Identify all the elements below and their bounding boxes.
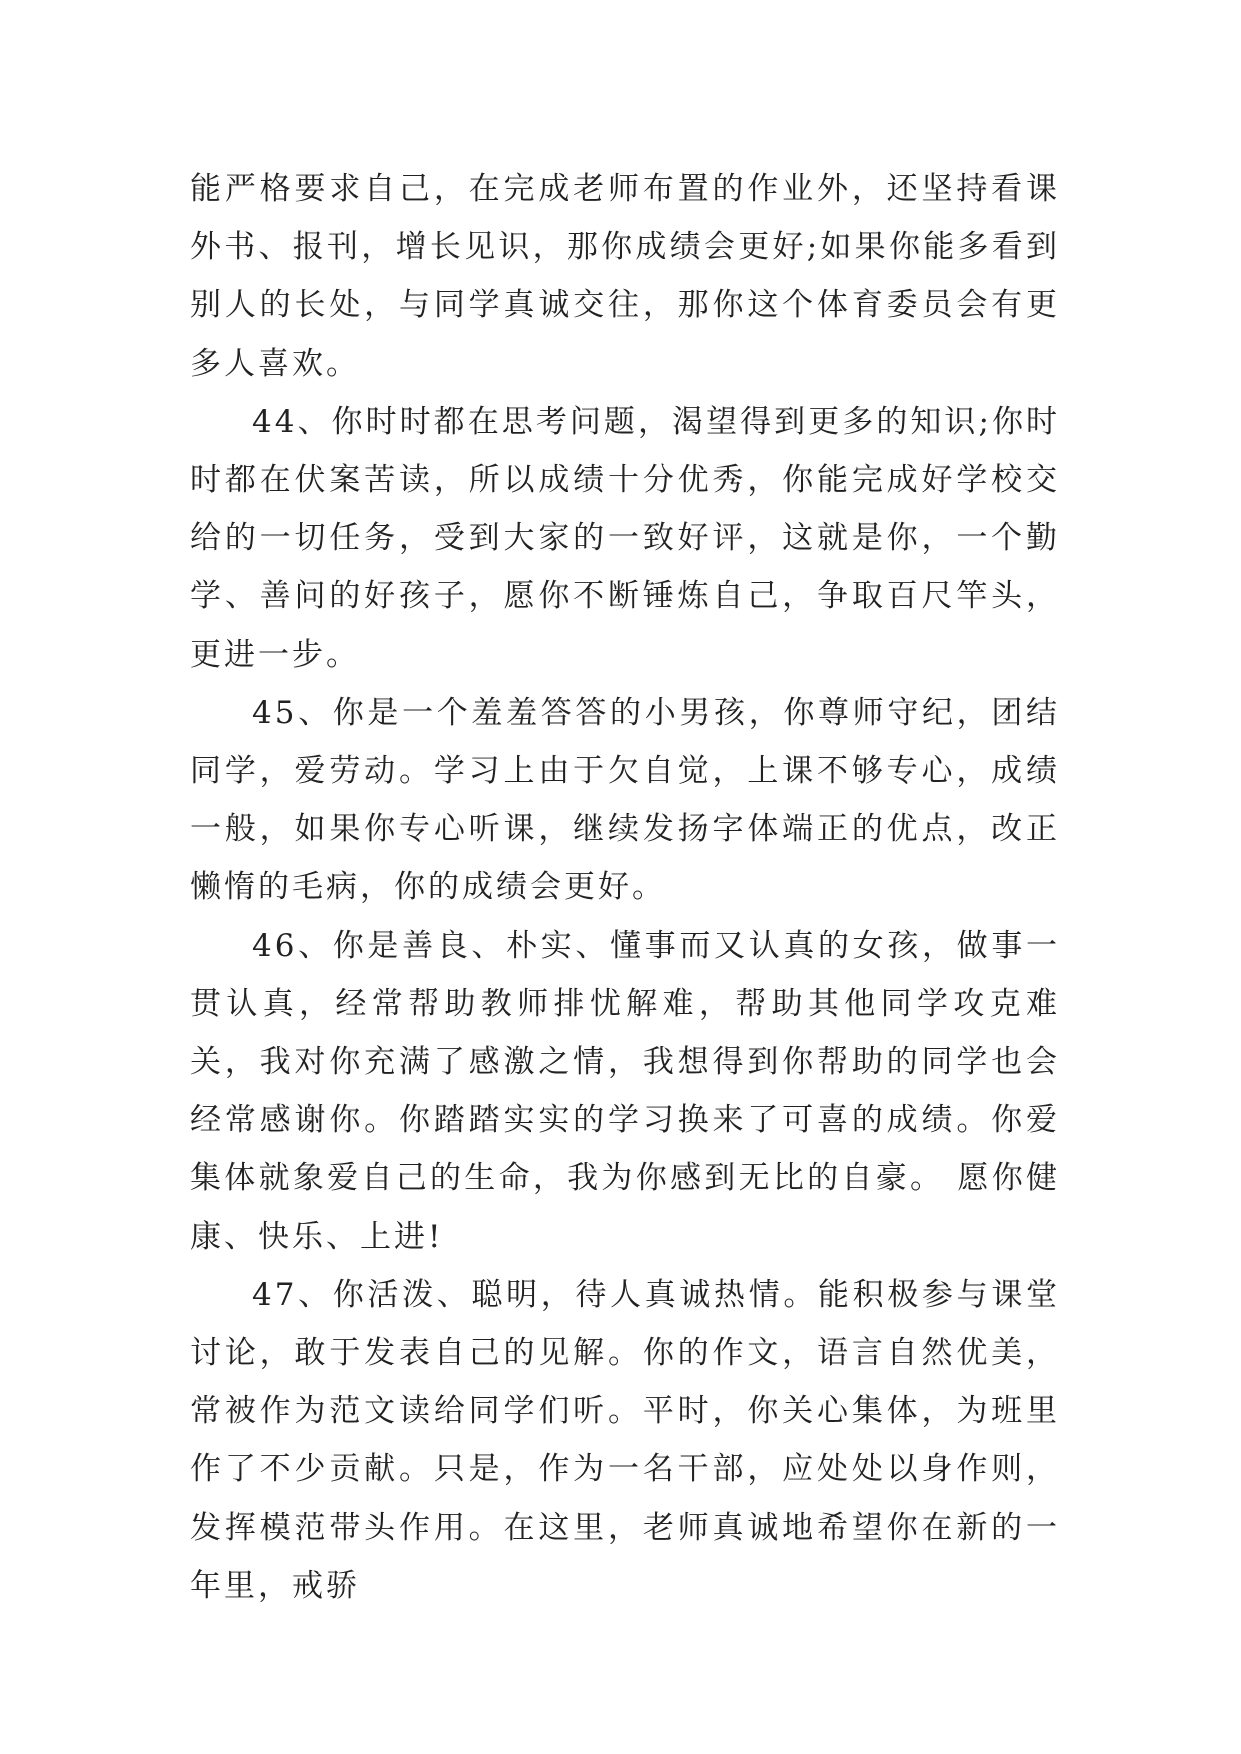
paragraph-45: 45、你是一个羞羞答答的小男孩，你尊师守纪，团结同学，爱劳动。学习上由于欠自觉，上课不够专心，成绩一般，如果你专心听课，继续发扬字体端正的优点，改正懒惰的毛病，你的成绩会更好。 (190, 694, 1060, 906)
paragraph-46: 46、你是善良、朴实、懂事而又认真的女孩，做事一贯认真，经常帮助教师排忧解难，帮助其他同学攻克难关，我对你充满了感激之情，我想得到你帮助的同学也会经常感谢你。你踏踏实实的学习换来了可喜的成绩。你爱集体就象爱自己的生命，我为你感到无比的自豪。 愿你健康、快乐、上进! (190, 927, 1060, 1255)
paragraph-44: 44、你时时都在思考问题，渴望得到更多的知识;你时时都在伏案苦读，所以成绩十分优秀，你能完成好学校交给的一切任务，受到大家的一致好评，这就是你，一个勤学、善问的好孩子，愿你不断锤炼自己，争取百尺竿头，更进一步。 (190, 403, 1060, 673)
paragraph-continuation: 能严格要求自己，在完成老师布置的作业外，还坚持看课外书、报刊，增长见识，那你成绩会更好;如果你能多看到别人的长处，与同学真诚交往，那你这个体育委员会有更多人喜欢。 (190, 171, 1060, 382)
document-body (190, 160, 1060, 1615)
paragraph-47: 47、你活泼、聪明，待人真诚热情。能积极参与课堂讨论，敢于发表自己的见解。你的作文，语言自然优美，常被作为范文读给同学们听。平时，你关心集体，为班里作了不少贡献。只是，作为一名干部，应处处以身作则，发挥模范带头作用。在这里，老师真诚地希望你在新的一年里，戒骄 (190, 1276, 1060, 1604)
